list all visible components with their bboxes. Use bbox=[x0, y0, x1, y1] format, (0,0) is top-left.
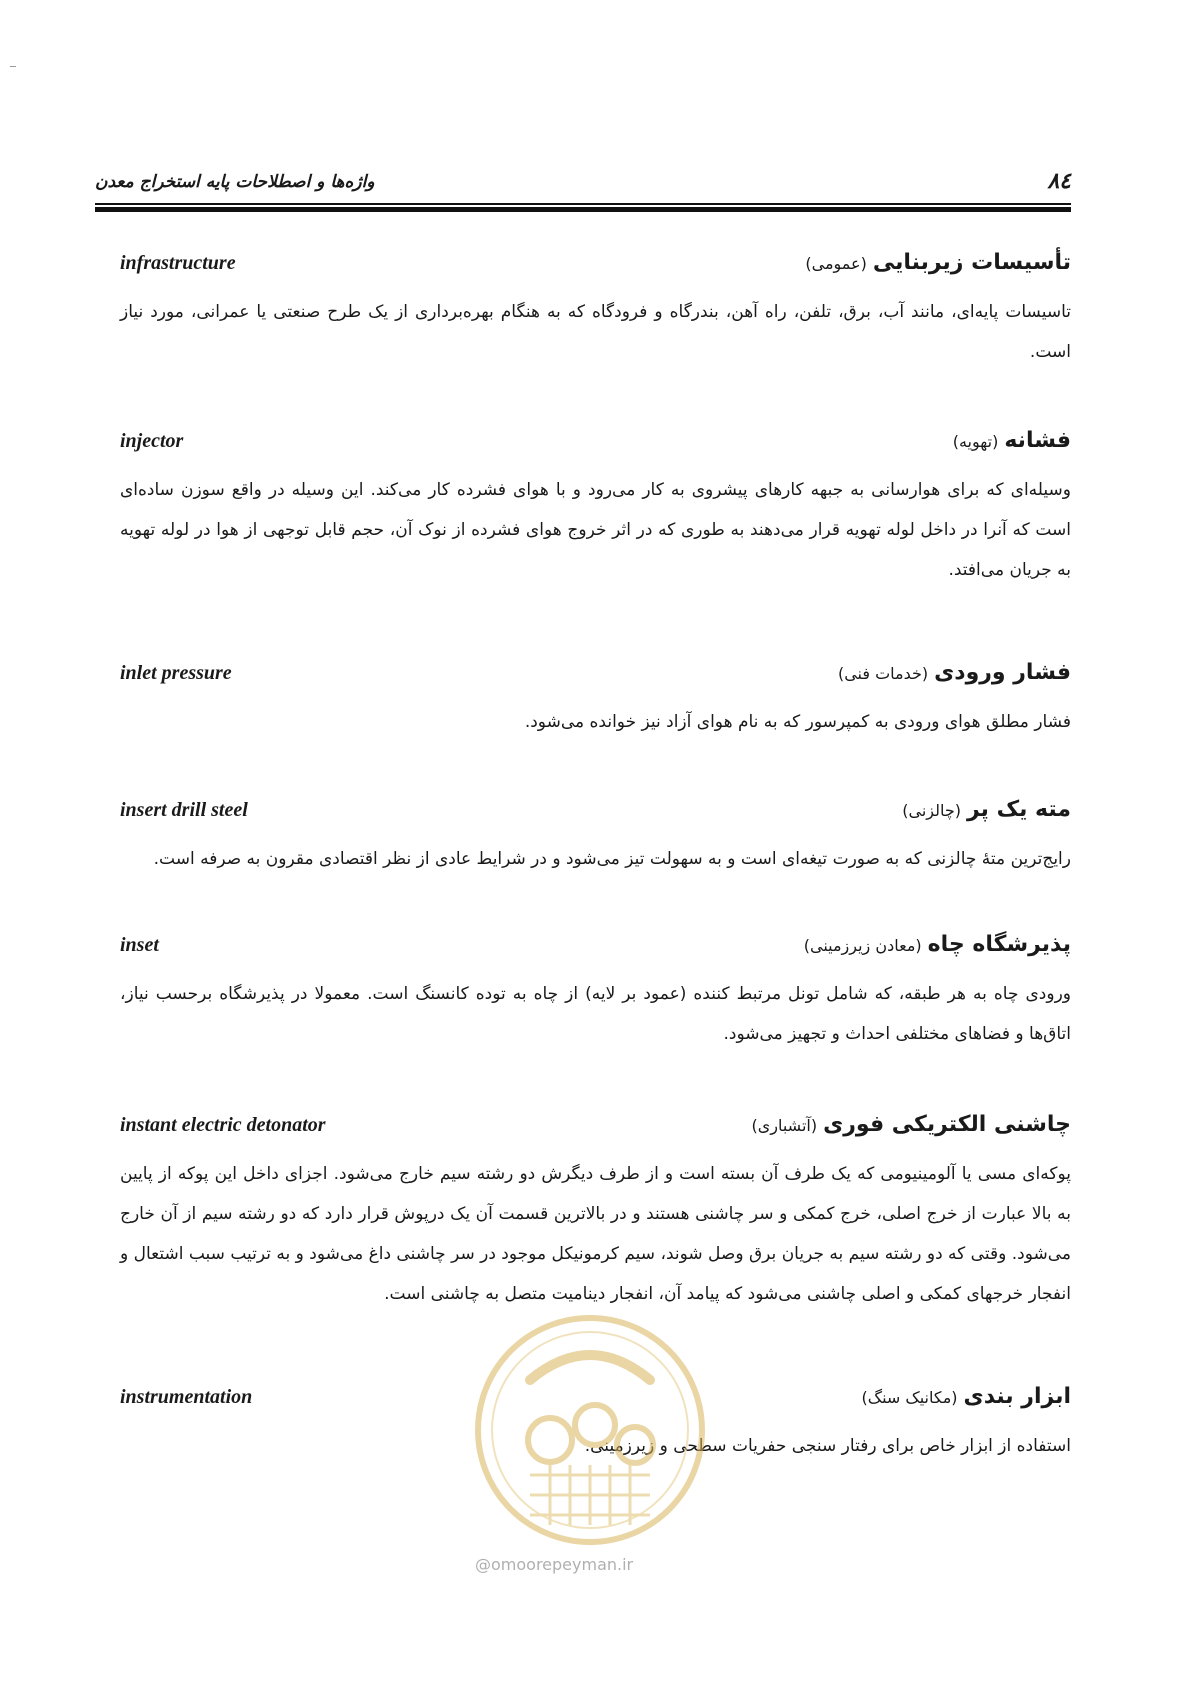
term-persian: تأسیسات زیربنایی bbox=[872, 250, 1071, 275]
term-persian: پذیرشگاه چاه bbox=[927, 932, 1071, 957]
book-title: واژه‌ها و اصطلاحات پایه استخراج معدن bbox=[95, 172, 375, 192]
term-persian: فشار ورودی bbox=[934, 660, 1071, 685]
term-field: (چالزنی) bbox=[902, 801, 961, 820]
glossary-entry bbox=[120, 428, 1071, 590]
scan-mark bbox=[10, 66, 16, 67]
term-english: insert drill steel bbox=[120, 799, 248, 821]
term-definition: فشار مطلق هوای ورودی به کمپرسور که به نام هوای آزاد نیز خوانده می‌شود. bbox=[524, 712, 1071, 732]
term-definition: پوکه‌ای مسی یا آلومینیومی که یک طرف آن بسته است و از طرف دیگرش دو رشته سیم خارج می‌شود. اجزای داخل این پوکه از پایین به بالا عبارت از خرج اصلی، خرج کمکی و سر چاشنی هستند و در بالاترین قسمت آن یک درپوش قرار دارد که دو رشته سیم از آن خارج می‌شود. وقتی که دو رشته سیم به جریان برق وصل شوند، سیم کرمونیکل موجود در سر چاشنی داغ می‌شود و به ترتیب سبب اشتعال و انفجار خرجهای کمکی و اصلی چاشنی می‌شود که پیامد آن، انفجار دینامیت متصل به چاشنی است. bbox=[120, 1164, 1071, 1304]
term-english: injector bbox=[120, 430, 184, 452]
glossary-entry bbox=[120, 250, 1071, 372]
term-persian: فشانه bbox=[1004, 428, 1071, 453]
term-english: instant electric detonator bbox=[120, 1114, 326, 1136]
glossary-entry bbox=[120, 660, 1071, 742]
glossary-entry bbox=[120, 1384, 1071, 1466]
term-english: infrastructure bbox=[120, 252, 236, 274]
term-english: inlet pressure bbox=[120, 662, 232, 684]
term-persian: مته یک پر bbox=[967, 797, 1071, 822]
term-definition: تاسیسات پایه‌ای، مانند آب، برق، تلفن، راه آهن، بندرگاه و فرودگاه که به هنگام بهره‌برداری از یک طرح صنعتی یا عمرانی، مورد نیاز است. bbox=[120, 302, 1071, 362]
term-english: instrumentation bbox=[120, 1386, 253, 1408]
term-field: (آتشباری) bbox=[751, 1116, 818, 1135]
term-field: (عمومی) bbox=[805, 254, 867, 273]
term-definition: وسیله‌ای که برای هوارسانی به جبهه کارهای پیشروی به کار می‌رود و با هوای فشرده کار می‌کند. این وسیله در واقع سوزن ساده‌ای است که آنرا در داخل لوله تهویه قرار می‌دهند به طوری که در اثر خروج هوای فشرده از نوک آن، حجم قابل توجهی از هوا در لوله تهویه به جریان می‌افتد. bbox=[120, 480, 1071, 580]
term-definition: استفاده از ابزار خاص برای رفتار سنجی حفریات سطحی و زیرزمینی. bbox=[584, 1436, 1071, 1456]
term-english: inset bbox=[120, 934, 159, 956]
watermark-url: @omoorepeyman.ir bbox=[475, 1555, 634, 1574]
term-field: (تهویه) bbox=[952, 432, 999, 451]
term-field: (خدمات فنی) bbox=[837, 664, 929, 683]
glossary-entry bbox=[120, 932, 1071, 1054]
glossary-entry bbox=[120, 1112, 1071, 1314]
term-definition: رایج‌ترین متهٔ چالزنی که به صورت تیغه‌ای است و به سهولت تیز می‌شود و در شرایط عادی از نظر اقتصادی مقرون به صرفه است. bbox=[153, 849, 1071, 869]
term-definition: ورودی چاه به هر طبقه، که شامل تونل مرتبط کننده (عمود بر لایه) از چاه به توده کانسنگ است. معمولا در پذیرشگاه برحسب نیاز، اتاق‌ها و فضاهای مختلفی احداث و تجهیز می‌شود. bbox=[120, 984, 1071, 1044]
term-persian: چاشنی الکتریکی فوری bbox=[823, 1112, 1071, 1137]
header-rule bbox=[95, 203, 1071, 212]
running-header bbox=[95, 168, 1071, 198]
term-field: (مکانیک سنگ) bbox=[861, 1388, 958, 1407]
term-field: (معادن زیرزمینی) bbox=[803, 936, 922, 955]
glossary-entry bbox=[120, 797, 1071, 879]
term-persian: ابزار بندی bbox=[963, 1384, 1071, 1409]
page-number: ۸٤ bbox=[1047, 168, 1071, 194]
